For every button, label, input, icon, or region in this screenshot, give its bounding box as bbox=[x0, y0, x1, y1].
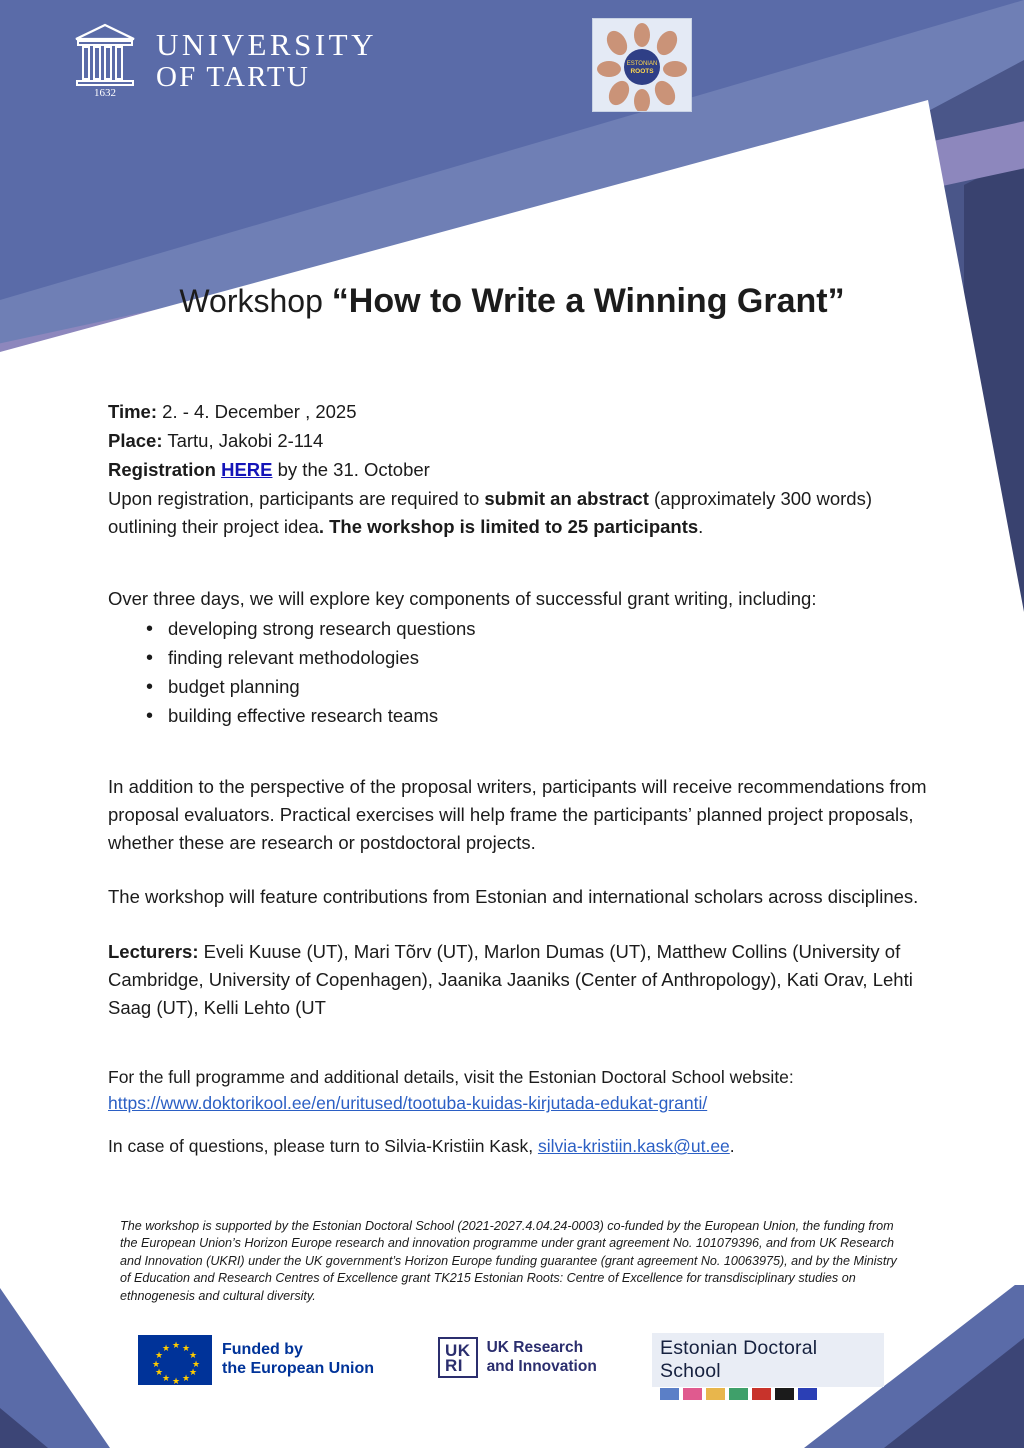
poster-body bbox=[108, 398, 934, 1160]
university-wordmark bbox=[156, 26, 377, 93]
svg-text:ROOTS: ROOTS bbox=[630, 68, 654, 75]
abstract-bold: submit an abstract bbox=[484, 488, 649, 510]
eds-swatch bbox=[798, 1388, 817, 1400]
event-details-block bbox=[108, 398, 934, 542]
lecturers-label: Lecturers: bbox=[108, 940, 199, 962]
footer-logo-row bbox=[0, 1327, 1024, 1397]
questions-pre: In case of questions, please turn to Silvia-Kristiin Kask, bbox=[108, 1136, 538, 1157]
eds-swatch bbox=[775, 1388, 794, 1400]
contact-email-link[interactable]: silvia-kristiin.kask@ut.ee bbox=[537, 1136, 730, 1157]
eds-swatch bbox=[729, 1388, 748, 1400]
registration-here-link[interactable]: HERE bbox=[221, 459, 273, 481]
title-prefix: Workshop bbox=[179, 283, 332, 319]
overview-paragraph-1: In addition to the perspective of the proposal writers, participants will receive recommendations from proposal evaluators. Practical exercises will help frame the participants’ planned project proposals, whether these are research or postdoctoral projects. bbox=[108, 776, 927, 854]
list-item: • finding relevant methodologies bbox=[138, 644, 934, 672]
place-label: Place: bbox=[108, 430, 163, 452]
estonian-doctoral-school-logo bbox=[652, 1333, 884, 1387]
lecturers-row bbox=[108, 938, 934, 1022]
university-of-tartu-logo bbox=[72, 22, 377, 98]
estonian-roots-logo bbox=[592, 18, 692, 112]
questions-suffix: . bbox=[729, 1136, 735, 1157]
eds-swatch bbox=[683, 1388, 702, 1400]
university-name-line1: UNIVERSITY bbox=[156, 26, 377, 62]
ukri-line1: UK Research bbox=[486, 1339, 584, 1357]
abstract-mid2: . The workshop is limited to bbox=[318, 516, 568, 538]
svg-text:ESTONIAN: ESTONIAN bbox=[626, 61, 658, 67]
programme-url-link[interactable]: https://www.doktorikool.ee/en/uritused/tootuba-kuidas-kirjutada-edukat-granti/ bbox=[108, 1093, 708, 1114]
eu-flag-icon: ★ ★ ★ ★ ★ ★ ★ ★ ★ ★ ★ ★ bbox=[138, 1335, 212, 1385]
abstract-requirement-row bbox=[108, 485, 934, 541]
eu-line2: the European Union bbox=[222, 1360, 374, 1377]
list-item: • developing strong research questions bbox=[138, 615, 934, 643]
eu-line1: Funded by bbox=[222, 1341, 303, 1359]
overview-bullet-list bbox=[108, 615, 934, 730]
time-label: Time: bbox=[108, 401, 158, 422]
abstract-mid: (approximately 300 words) outlining their project idea bbox=[108, 488, 872, 538]
registration-label: Registration bbox=[108, 459, 222, 481]
eds-title: Estonian Doctoral School bbox=[660, 1337, 818, 1382]
time-value: 2. - 4. December , 2025 bbox=[157, 401, 357, 422]
ukri-line2: and Innovation bbox=[486, 1357, 597, 1375]
abstract-pre: Upon registration, participants are required to bbox=[108, 488, 485, 510]
eds-swatch bbox=[752, 1388, 771, 1400]
event-place-row bbox=[108, 427, 934, 455]
funding-acknowledgement: The workshop is supported by the Estonian Doctoral School (2021-2027.4.04.24-0003) co-funded by the European Union, the funding from the European Union’s Horizon Europe research and innovation programme under grant agreement No. 101079396, and from UK Research and Innovation (UKRI) under the UK government’s Horizon Europe funding guarantee (grant agreement No. 10063975), and by the Ministry of Education and Research Centres of Excellence grant TK215 Estonian Roots: Centre of Excellence for transdisciplinary studies on ethnogenesis and cultural diversity. bbox=[120, 1219, 897, 1303]
ukri-logo bbox=[438, 1337, 597, 1378]
university-founded-year: 1632 bbox=[94, 87, 116, 98]
programme-text: For the full programme and additional details, visit the Estonian Doctoral School website: bbox=[108, 1066, 794, 1087]
ukri-text bbox=[487, 1339, 597, 1376]
ukri-monogram-icon bbox=[438, 1337, 478, 1378]
registration-suffix: by the 31. October bbox=[272, 459, 430, 481]
ukri-mark-line1: UK bbox=[445, 1341, 471, 1360]
ukri-mark-line2: RI bbox=[445, 1356, 463, 1375]
page-title bbox=[0, 282, 1024, 321]
university-crest-icon bbox=[72, 22, 138, 98]
eu-funding-logo bbox=[138, 1335, 374, 1385]
university-name-line2: OF TARTU bbox=[156, 60, 310, 93]
questions-row bbox=[108, 1133, 934, 1160]
lecturers-value: Eveli Kuuse (UT), Mari Tõrv (UT), Marlon Dumas (UT), Matthew Collins (University of Cambridge, University of Copenhagen), Jaanika Jaaniks (Center of Anthropology), Kati Orav, Lehti Saag (UT), Kelli Lehto (UT bbox=[108, 940, 913, 1018]
list-item: • building effective research teams bbox=[138, 702, 934, 730]
eds-color-swatches bbox=[660, 1388, 876, 1400]
overview-intro: Over three days, we will explore key components of successful grant writing, including: bbox=[108, 587, 817, 609]
eu-funding-text bbox=[222, 1341, 374, 1379]
abstract-end: . bbox=[698, 516, 704, 538]
list-item: • budget planning bbox=[138, 673, 934, 701]
eds-swatch bbox=[660, 1388, 679, 1400]
abstract-bold2: 25 participants bbox=[567, 516, 699, 538]
title-quoted: “How to Write a Winning Grant” bbox=[331, 282, 845, 320]
event-registration-row bbox=[108, 456, 934, 484]
eds-swatch bbox=[706, 1388, 725, 1400]
event-time-row bbox=[108, 398, 934, 426]
overview-paragraph-2: The workshop will feature contributions from Estonian and international scholars across disciplines. bbox=[108, 886, 919, 908]
place-value: Tartu, Jakobi 2-114 bbox=[162, 430, 324, 452]
